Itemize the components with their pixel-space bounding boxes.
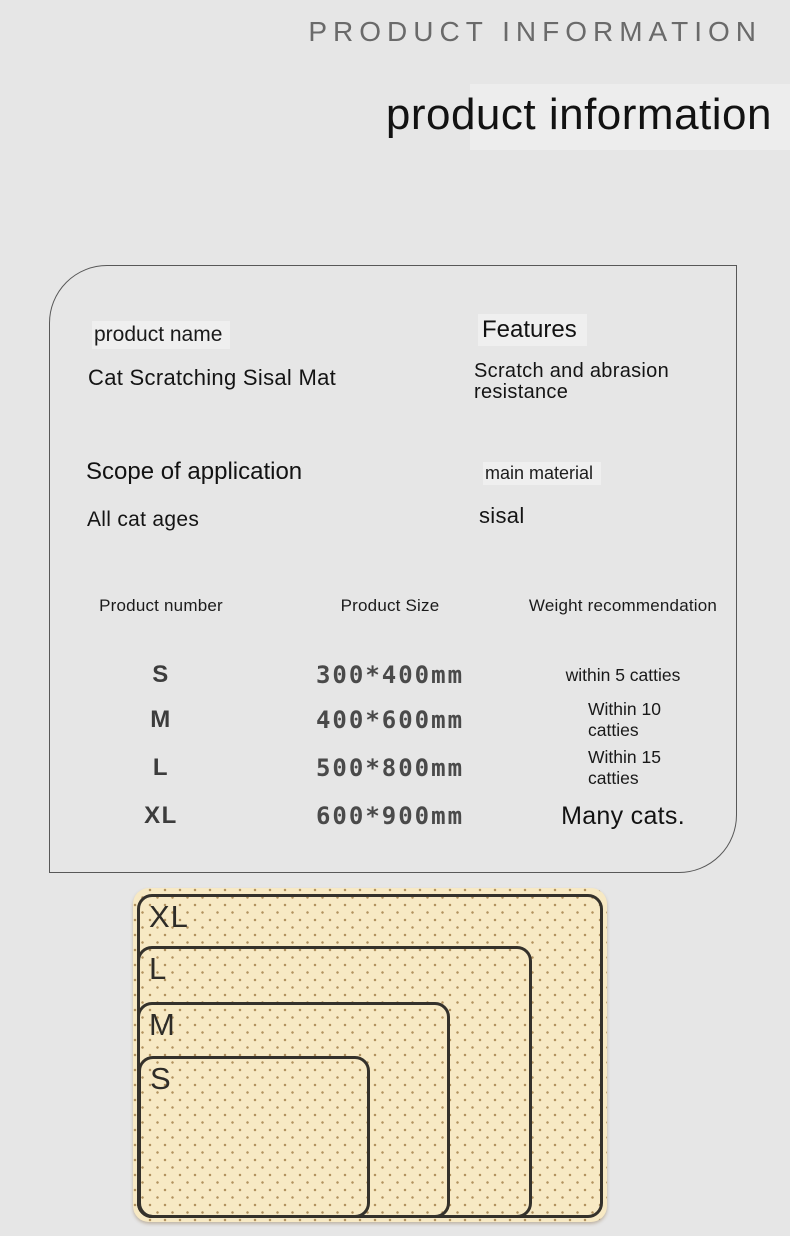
main-material-label: main material: [483, 462, 601, 485]
product-name-label: product name: [92, 321, 230, 349]
weight-line-1: within 5 catties: [565, 664, 681, 685]
product-size-cell: 400*600mm: [315, 706, 465, 734]
product-number-cell: L: [152, 754, 170, 781]
weight-line-2: catties: [588, 768, 639, 788]
size-rect-s: [138, 1056, 370, 1218]
scope-of-application-value: All cat ages: [87, 508, 200, 531]
product-size-cell: 300*400mm: [315, 661, 465, 689]
weight-line-1: Within 10: [588, 699, 661, 719]
features-label: Features: [478, 314, 587, 346]
table-row-xl: [50, 795, 738, 837]
product-size-cell: 500*800mm: [315, 754, 465, 782]
weight-line-2: catties: [588, 720, 639, 740]
size-rect-label: L: [149, 951, 168, 986]
weight-cell: [508, 699, 738, 741]
weight-cell: [508, 665, 738, 686]
product-info-card: [49, 265, 737, 873]
table-row-m: [50, 699, 738, 741]
weight-cell: [508, 801, 738, 830]
table-row-s: [50, 654, 738, 696]
product-number-cell: M: [150, 706, 172, 733]
scope-of-application-label: Scope of application: [86, 458, 303, 485]
col-header-product-number: Product number: [99, 596, 223, 615]
product-number-cell: XL: [144, 802, 178, 829]
product-size-cell: 600*900mm: [315, 802, 465, 830]
weight-line-1: Within 15: [588, 747, 661, 767]
page-title: product information: [385, 90, 772, 139]
size-rect-label: M: [149, 1007, 176, 1042]
col-header-weight-recommendation: Weight recommendation: [528, 596, 718, 615]
table-row-l: [50, 747, 738, 789]
size-comparison-diagram: [133, 888, 607, 1222]
weight-line-1: Many cats.: [561, 801, 685, 830]
size-table-header-row: [50, 596, 738, 620]
col-header-product-size: Product Size: [340, 596, 440, 615]
weight-cell: [508, 747, 738, 789]
size-rect-label: S: [150, 1061, 172, 1096]
features-value: Scratch and abrasion resistance: [474, 360, 670, 403]
product-name-value: Cat Scratching Sisal Mat: [88, 365, 337, 390]
product-number-cell: S: [152, 661, 170, 688]
main-material-value: sisal: [479, 503, 525, 528]
section-eyebrow: PRODUCT INFORMATION: [308, 16, 762, 47]
size-rect-label: XL: [149, 899, 189, 934]
